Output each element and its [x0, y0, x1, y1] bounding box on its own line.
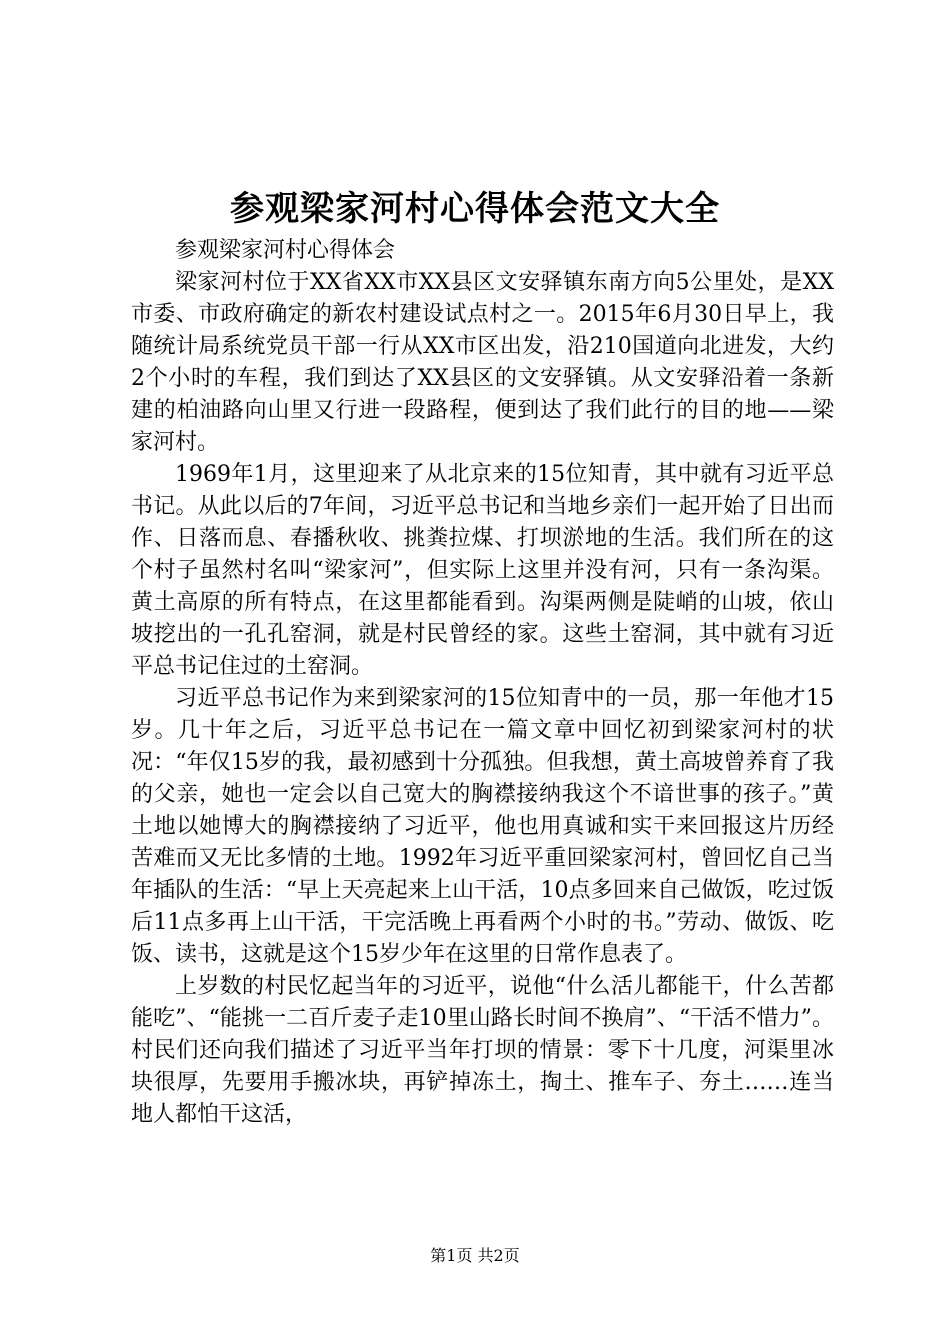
document-title: 参观梁家河村心得体会范文大全: [230, 189, 720, 229]
paragraph-2: 1969年1月，这里迎来了从北京来的15位知青，其中就有习近平总书记。从此以后的7年间，习近平总书记和当地乡亲们一起开始了日出而作、日落而息、春播秋收、挑粪拉煤、打坝淤地的生活。我们所在的这个村子虽然村名叫“梁家河”，但实际上这里并没有河，只有一条沟渠。黄土高原的所有特点，在这里都能看到。沟渠两侧是陡峭的山坡，依山坡挖出的一孔孔窑洞，就是村民曾经的家。这些土窑洞，其中就有习近平总书记住过的土窑洞。: [131, 462, 834, 679]
document-subtitle: 参观梁家河村心得体会: [175, 238, 396, 263]
page-footer: 第1页 共2页: [430, 1246, 520, 1265]
paragraph-4: 上岁数的村民忆起当年的习近平，说他“什么活儿都能干，什么苦都能吃”、“能挑一二百斤麦子走10里山路长时间不换肩”、“干活不惜力”。村民们还向我们描述了习近平当年打坝的情景：零下十几度，河渠里冰块很厚，先要用手搬冰块，再铲掉冻土，掏土、推车子、夯土……连当地人都怕干这活，: [131, 974, 834, 1127]
paragraph-1: 梁家河村位于XX省XX市XX县区文安驿镇东南方向5公里处，是XX市委、市政府确定的新农村建设试点村之一。2015年6月30日早上，我随统计局系统党员干部一行从XX市区出发，沿210国道向北进发，大约2个小时的车程，我们到达了XX县区的文安驿镇。从文安驿沿着一条新建的柏油路向山里又行进一段路程，便到达了我们此行的目的地——梁家河村。: [131, 270, 834, 455]
document-body: [131, 235, 834, 1131]
paragraph-3: 习近平总书记作为来到梁家河的15位知青中的一员，那一年他才15岁。几十年之后，习近平总书记在一篇文章中回忆初到梁家河村的状况：“年仅15岁的我，最初感到十分孤独。但我想，黄土高坡曾养育了我的父亲，她也一定会以自己宽大的胸襟接纳我这个不谙世事的孩子。”黄土地以她博大的胸襟接纳了习近平，他也用真诚和实干来回报这片历经苦难而又无比多情的土地。1992年习近平重回梁家河村，曾回忆自己当年插队的生活：“早上天亮起来上山干活，10点多回来自己做饭，吃过饭后11点多再上山干活，干完活晚上再看两个小时的书。”劳动、做饭、吃饭、读书，这就是这个15岁少年在这里的日常作息表了。: [131, 686, 834, 967]
